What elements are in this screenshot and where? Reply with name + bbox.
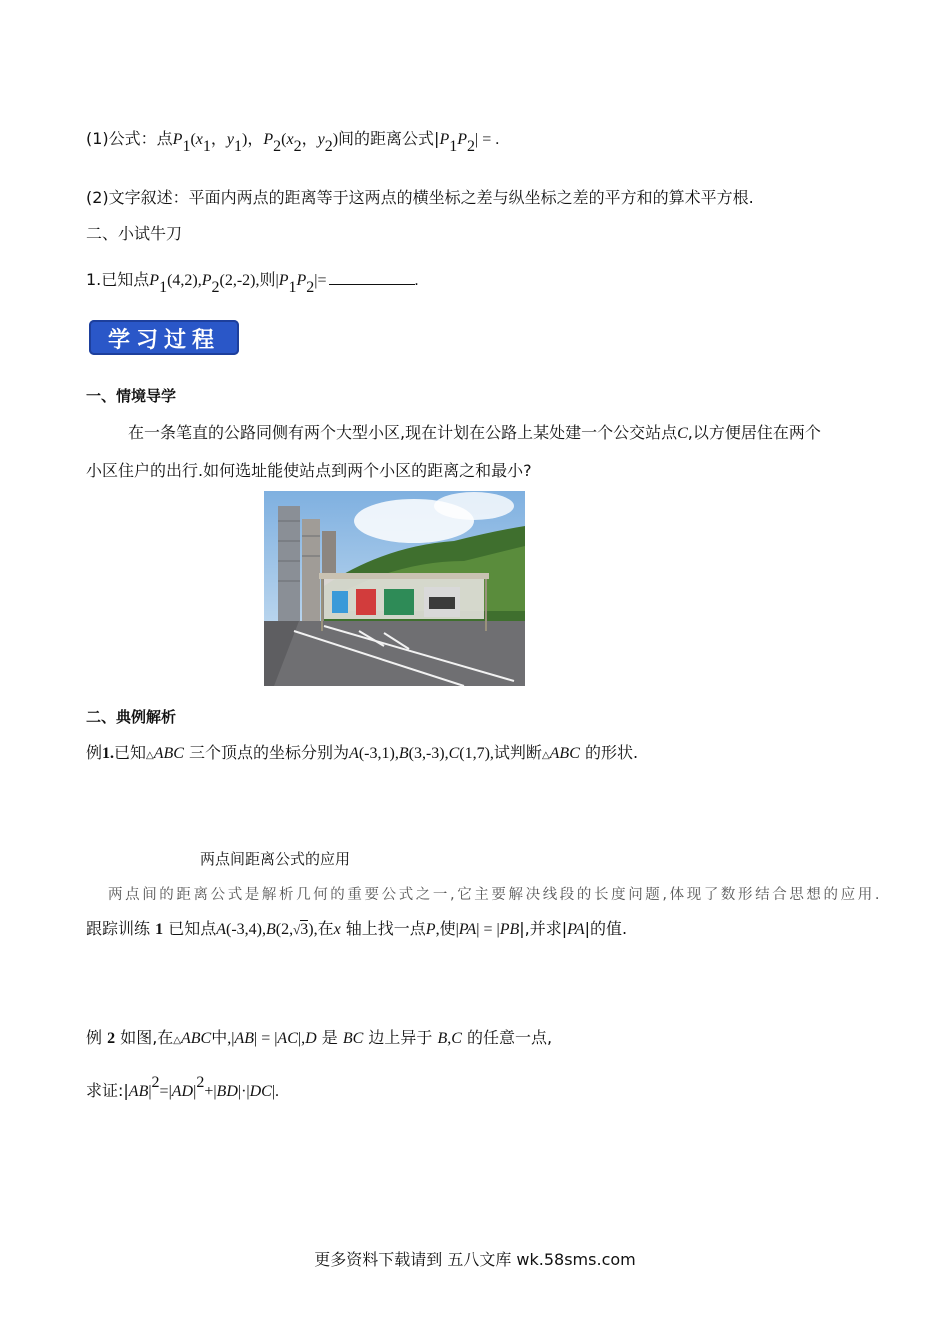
radical-sign: √ — [293, 922, 301, 937]
section-examples-heading: 二、典例解析 — [86, 708, 177, 726]
p2-subscript: 2 — [273, 138, 282, 155]
coords-a: (-3,4), — [226, 921, 266, 938]
scenario-text-a: 在一条笔直的公路同侧有两个大型小区,现在计划在公路上某处建一个公交站点 — [128, 423, 678, 442]
example-label: 例 — [86, 743, 103, 762]
seg-dc: DC — [249, 1083, 272, 1100]
seg-pa: PA — [458, 921, 477, 938]
ex-p2-coords: (2,-2),则| — [219, 272, 279, 289]
point-a: A — [216, 921, 226, 938]
point-b: B — [265, 921, 276, 938]
x2: x — [286, 131, 294, 148]
x1: x — [195, 131, 203, 148]
verbal-statement: (2)文字叙述：平面内两点的距离等于这两点的横坐标之差与纵坐标之差的平方和的算术平方根. — [86, 188, 754, 207]
example-text: 的任意一点, — [467, 1028, 553, 1047]
scenario-text-b: ,以方便居住在两个 — [687, 423, 821, 442]
proof-label: 求证:| — [86, 1081, 129, 1100]
ex-p2-subscript: 2 — [211, 279, 220, 296]
point-a: A — [349, 745, 359, 762]
tracking-number: 1 — [155, 921, 164, 938]
formula-prefix: (1)公式：点 — [86, 129, 173, 148]
example-label: 例 — [86, 1028, 103, 1047]
paren: ( — [190, 131, 196, 148]
square-exponent: 2 — [151, 1074, 160, 1091]
example-number: 2 — [107, 1030, 116, 1047]
ex-abs-b: P — [296, 272, 307, 289]
triangle-abc: ABC — [549, 745, 580, 762]
ex-end: . — [414, 272, 419, 289]
bus-stop-photo — [264, 491, 525, 686]
comma: , — [447, 1030, 452, 1047]
square-exponent: 2 — [196, 1074, 205, 1091]
ex-p1: P — [149, 272, 160, 289]
triangle-abc: ABC — [181, 1030, 212, 1047]
seg-ab: AB — [234, 1030, 254, 1047]
y2-subscript: 2 — [324, 138, 333, 155]
ex-abs-a-subscript: 1 — [288, 279, 297, 296]
example-text: 是 — [321, 1028, 338, 1047]
y1-subscript: 1 — [234, 138, 243, 155]
example-2 — [86, 1025, 552, 1048]
example-1 — [86, 740, 638, 763]
example-text: 已知 — [114, 743, 147, 762]
paren: ) — [242, 131, 248, 148]
example-text: 三个顶点的坐标分别为 — [189, 743, 350, 762]
comma: ， — [210, 129, 227, 148]
seg-ab: AB — [128, 1083, 149, 1100]
comma: ， — [301, 129, 318, 148]
point-p1: P — [172, 131, 183, 148]
p1-subscript: 1 — [182, 138, 191, 155]
answer-blank[interactable] — [329, 272, 415, 285]
eq: | = | — [253, 1030, 278, 1047]
proof-end: |. — [271, 1083, 280, 1100]
scenario-line-1 — [128, 420, 821, 443]
y1: y — [226, 131, 235, 148]
seg-pa: PA — [567, 921, 585, 938]
y2: y — [317, 131, 325, 148]
seg-bd: BD — [216, 1083, 238, 1100]
coords-b: (3,-3), — [408, 745, 449, 762]
radicand: 3 — [300, 921, 309, 938]
triangle-symbol: △ — [541, 750, 550, 761]
point-p2: P — [263, 131, 274, 148]
example-text: 试判断 — [493, 743, 542, 762]
seg-bc: BC — [342, 1030, 364, 1047]
point-d: D — [305, 1030, 317, 1047]
seg-ad: AD — [171, 1083, 194, 1100]
ex-p2: P — [201, 272, 212, 289]
distance-formula-line — [86, 126, 500, 155]
triangle-symbol: △ — [146, 750, 154, 761]
example-text: 如图,在 — [120, 1028, 174, 1047]
section-try-heading: 二、小试牛刀 — [86, 224, 183, 243]
example-number: 1. — [102, 745, 115, 762]
exercise-1 — [86, 267, 419, 296]
eq: | = | — [476, 921, 500, 938]
sqrt-3 — [293, 921, 308, 938]
point-b: B — [437, 1030, 448, 1047]
exercise-prefix: 1.已知点 — [86, 270, 150, 289]
formula-tail: | = . — [475, 131, 500, 148]
station-c: C — [677, 425, 688, 442]
example-text: |, — [297, 1030, 306, 1047]
example-text: 中,| — [211, 1030, 235, 1047]
example-text: 边上异于 — [368, 1028, 433, 1047]
product-dot: |·| — [237, 1083, 250, 1100]
coords-c: (1,7), — [459, 745, 494, 762]
abs-p2-subscript: 2 — [467, 138, 475, 155]
section-intro-heading: 一、情境导学 — [86, 387, 177, 405]
triangle-symbol: △ — [173, 1035, 181, 1046]
tracking-label: 跟踪训练 — [86, 919, 151, 938]
proof-statement: 求证$:|AB|^2=|AD|^2+|BD|\cdot|DC|$. — [86, 1074, 280, 1100]
separator: ， — [247, 129, 264, 148]
tracking-text: 已知点 — [168, 919, 217, 938]
abs-p2: P — [457, 131, 467, 148]
ex-abs-b-subscript: 2 — [306, 279, 315, 296]
seg-pb: PB — [499, 921, 520, 938]
tracking-text: |,并求| — [519, 919, 568, 938]
scenario-line-2: 小区住户的出行.如何选址能使站点到两个小区的距离之和最小? — [86, 461, 532, 480]
x1-subscript: 1 — [202, 138, 211, 155]
ex-p1-subscript: 1 — [159, 279, 168, 296]
coords-a: (-3,1), — [358, 745, 399, 762]
tracking-text: ,使| — [435, 921, 459, 938]
tracking-exercise-1 — [86, 916, 627, 939]
badge-label: 学习过程 — [107, 328, 220, 353]
abs-p1: P — [439, 131, 450, 148]
ex-p1-coords: (4,2), — [167, 272, 202, 289]
triangle-abc: ABC — [153, 745, 184, 762]
coords-b-end: ),在 — [308, 921, 334, 938]
seg-ac: AC — [277, 1030, 298, 1047]
abs-p1-subscript: 1 — [449, 138, 458, 155]
tracking-text: 轴上找一点 — [345, 919, 426, 938]
tracking-text: |的值. — [584, 919, 628, 938]
formula-mid-text: 间的距离公式| — [338, 129, 440, 148]
eq: =| — [159, 1083, 172, 1100]
ex-eq: |= — [314, 272, 327, 289]
coords-b-start: (2, — [275, 921, 294, 938]
x2-subscript: 2 — [293, 138, 302, 155]
x-axis-var: x — [333, 921, 341, 938]
application-title: 两点间距离公式的应用 — [200, 850, 351, 868]
application-note: 两点间的距离公式是解析几何的重要公式之一,它主要解决线段的长度问题,体现了数形结合思想的应用. — [108, 887, 883, 903]
paren: ( — [281, 131, 287, 148]
point-b: B — [398, 745, 409, 762]
point-p: P — [425, 921, 436, 938]
footer-link[interactable]: 更多资料下载请到 五八文库 wk.58sms.com — [314, 1250, 636, 1269]
paren: ) — [332, 131, 339, 148]
point-c: C — [451, 1030, 462, 1047]
example-text: 的形状. — [584, 743, 639, 762]
plus: +| — [204, 1083, 217, 1100]
learning-process-badge — [89, 320, 239, 355]
ex-abs-a: P — [278, 272, 289, 289]
point-c: C — [448, 745, 460, 762]
